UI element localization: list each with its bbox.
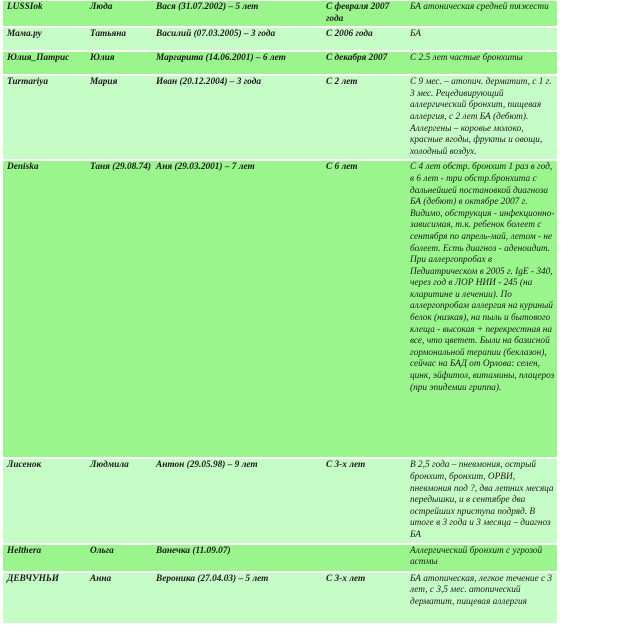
child-cell: Вася (31.07.2002) – 5 лет	[154, 1, 324, 26]
mother-cell: Таня (29.08.74)	[88, 161, 154, 457]
mother-cell: Люда	[88, 1, 154, 26]
child-cell: Маргарита (14.06.2001) – 6 лет	[154, 52, 324, 74]
diagnosis-cell: БА	[408, 28, 557, 50]
diagnosis-cell: В 2,5 года – пневмония, острый бронхит, бронхит, ОРВИ, пневмония под ?, два летних месяца передышки, и в сентябре два острейших приступа подряд. В итоге в 3 года и 3 месяца – диагноз БА	[408, 459, 557, 542]
since-cell: С 2006 года	[324, 28, 408, 50]
diagnosis-cell: БА атоническая средней тяжести	[408, 1, 557, 26]
child-cell: Василий (07.03.2005) – 3 года	[154, 28, 324, 50]
child-cell: Ванечка (11.09.07)	[154, 545, 324, 571]
mother-cell: Ольга	[88, 545, 154, 571]
table-row	[3, 161, 557, 457]
diagnosis-cell: Аллергический бронхит с угрозой астмы	[408, 545, 557, 571]
diagnosis-cell: С 2.5 лет частые бронхиты	[408, 52, 557, 74]
since-cell: С декабря 2007	[324, 52, 408, 74]
child-cell: Аня (29.03.2001) – 7 лет	[154, 161, 324, 457]
since-cell: С февраля 2007 года	[324, 1, 408, 26]
diagnosis-cell: С 4 лет обстр. бронхит 1 раз в год, в 6 лет - три обстр.бронхита с дальнейшей постановкой диагноза БА (дебют) в октябре 2007 г. Видимо, обструкция - инфекционно-зависимая, т.к. ребенок болеет с сентября по апрель-май, летом - не болеет. Есть диагноз - аденоидит. При аллергопробах в Педиатрическом в 2005 г. IgE - 340, через год в ЛОР НИИ - 245 (на кларитине и лечении). По аллергопробам аллергия на куриный белок (низкая), на пыль и бытового клеща - высокая + перекрестная на все, что цветет. Были на базисной гормональной терапии (беклазон), сейчас на БАД от Орлова: селен, цинк, эйфитол, витамины, плацероз (при эпидемии гриппа).	[408, 161, 557, 457]
nick-cell: Юлия_Патрис	[3, 52, 88, 74]
table-row	[3, 573, 557, 623]
child-cell: Вероника (27.04.03) – 5 лет	[154, 573, 324, 623]
table-row	[3, 76, 557, 159]
diagnosis-cell: С 9 мес. – атопич. дерматит, с 1 г. 3 мес. Рецедивирующий аллергический бронхит, пищевая аллергия, с 2 лет БА (дебют). Аллергены – коровье молоко, красные ягоды, фрукты и овощи, холодный воздух.	[408, 76, 557, 159]
table-row	[3, 52, 557, 74]
patients-table	[3, 0, 557, 625]
nick-cell: Turmariya	[3, 76, 88, 159]
nick-cell: LUSSIok	[3, 1, 88, 26]
mother-cell: Анна	[88, 573, 154, 623]
since-cell: С 3-х лет	[324, 573, 408, 623]
nick-cell: Мама.ру	[3, 28, 88, 50]
nick-cell: Deniska	[3, 161, 88, 457]
nick-cell: Лисенок	[3, 459, 88, 542]
nick-cell: ДЕВЧУНЬИ	[3, 573, 88, 623]
table-row	[3, 459, 557, 542]
table-row	[3, 1, 557, 26]
since-cell: С 6 лет	[324, 161, 408, 457]
mother-cell: Татьяна	[88, 28, 154, 50]
since-cell: С 3-х лет	[324, 459, 408, 542]
diagnosis-cell: БА атопическая, легкое течение с 3 лет, с 3,5 мес. атопический дерматит, пищевая аллергия	[408, 573, 557, 623]
child-cell: Иван (20.12.2004) – 3 года	[154, 76, 324, 159]
since-cell: С 2 лет	[324, 76, 408, 159]
table-row	[3, 28, 557, 50]
mother-cell: Людмила	[88, 459, 154, 542]
mother-cell: Юлия	[88, 52, 154, 74]
since-cell	[324, 545, 408, 571]
child-cell: Антон (29.05.98) – 9 лет	[154, 459, 324, 542]
mother-cell: Мария	[88, 76, 154, 159]
table-row	[3, 545, 557, 571]
nick-cell: Helthera	[3, 545, 88, 571]
